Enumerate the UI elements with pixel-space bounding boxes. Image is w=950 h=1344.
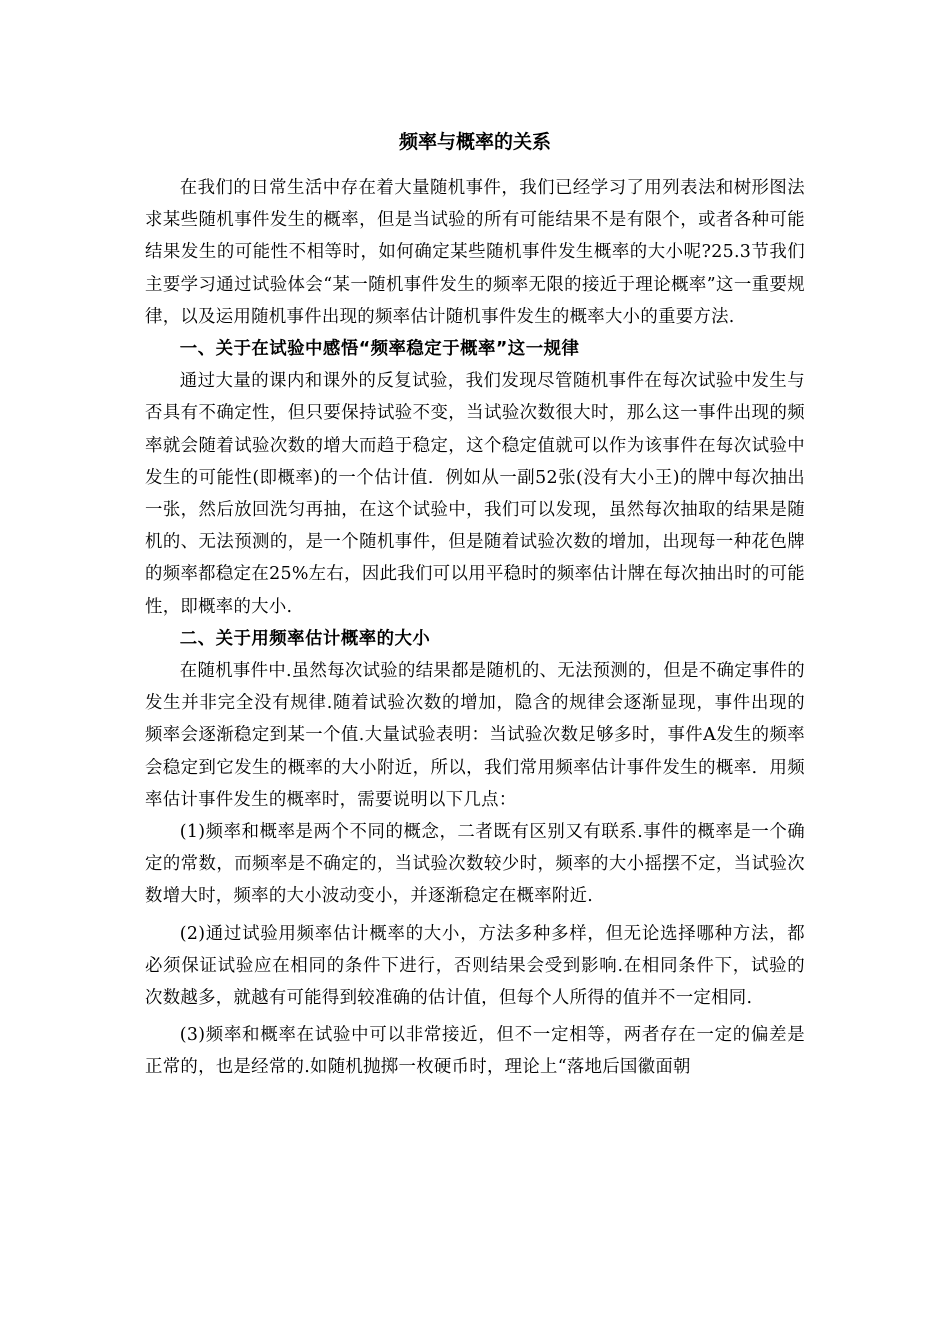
section-2-paragraph: 在随机事件中.虽然每次试验的结果都是随机的、无法预测的，但是不确定事件的发生并非完全没有规律.随着试验次数的增加，隐含的规律会逐渐显现，事件出现的频率会逐渐稳定到某一个值.大量试验表明：当试验次数足够多时，事件A发生的频率会稳定到它发生的概率的大小附近，所以，我们常用频率估计事件发生的概率．用频率估计事件发生的概率时，需要说明以下几点： (145, 661, 805, 810)
point-2-paragraph: (2)通过试验用频率估计概率的大小，方法多种多样，但无论选择哪种方法，都必须保证试验应在相同的条件下进行，否则结果会受到影响.在相同条件下，试验的次数越多，就越有可能得到较准确的估计值，但每个人所得的值并不一定相同. (145, 923, 805, 1009)
point-1-paragraph: (1)频率和概率是两个不同的概念，二者既有区别又有联系.事件的概率是一个确定的常数，而频率是不确定的，当试验次数较少时，频率的大小摇摆不定，当试验次数增大时，频率的大小波动变小，并逐渐稳定在概率附近. (145, 822, 805, 907)
section-1-paragraph: 通过大量的课内和课外的反复试验，我们发现尽管随机事件在每次试验中发生与否具有不确定性，但只要保持试验不变，当试验次数很大时，那么这一事件出现的频率就会随着试验次数的增大而趋于稳定，这个稳定值就可以作为该事件在每次试验中发生的可能性(即概率)的一个估计值．例如从一副52张(没有大小王)的牌中每次抽出一张，然后放回洗匀再抽，在这个试验中，我们可以发现，虽然每次抽取的结果是随机的、无法预测的，是一个随机事件，但是随着试验次数的增加，出现每一种花色牌的频率都稳定在25%左右，因此我们可以用平稳时的频率估计牌在每次抽出时的可能性，即概率的大小. (145, 371, 805, 617)
document-title: 频率与概率的关系 (398, 131, 551, 153)
section-heading-1: 一、关于在试验中感悟“频率稳定于概率”这一规律 (179, 339, 580, 360)
point-3-paragraph: (3)频率和概率在试验中可以非常接近，但不一定相等，两者存在一定的偏差是正常的，也是经常的.如随机抛掷一枚硬币时，理论上“落地后国徽面朝 (145, 1025, 805, 1078)
intro-paragraph: 在我们的日常生活中存在着大量随机事件，我们已经学习了用列表法和树形图法求某些随机事件发生的概率，但是当试验的所有可能结果不是有限个，或者各种可能结果发生的可能性不相等时，如何确定某些随机事件发生概率的大小呢?25.3节我们主要学习通过试验体会“某一随机事件发生的频率无限的接近于理论概率”这一重要规律，以及运用随机事件出现的频率估计随机事件发生的概率大小的重要方法. (145, 178, 805, 327)
document-page (145, 128, 805, 1084)
section-heading-2: 二、关于用频率估计概率的大小 (179, 628, 431, 649)
